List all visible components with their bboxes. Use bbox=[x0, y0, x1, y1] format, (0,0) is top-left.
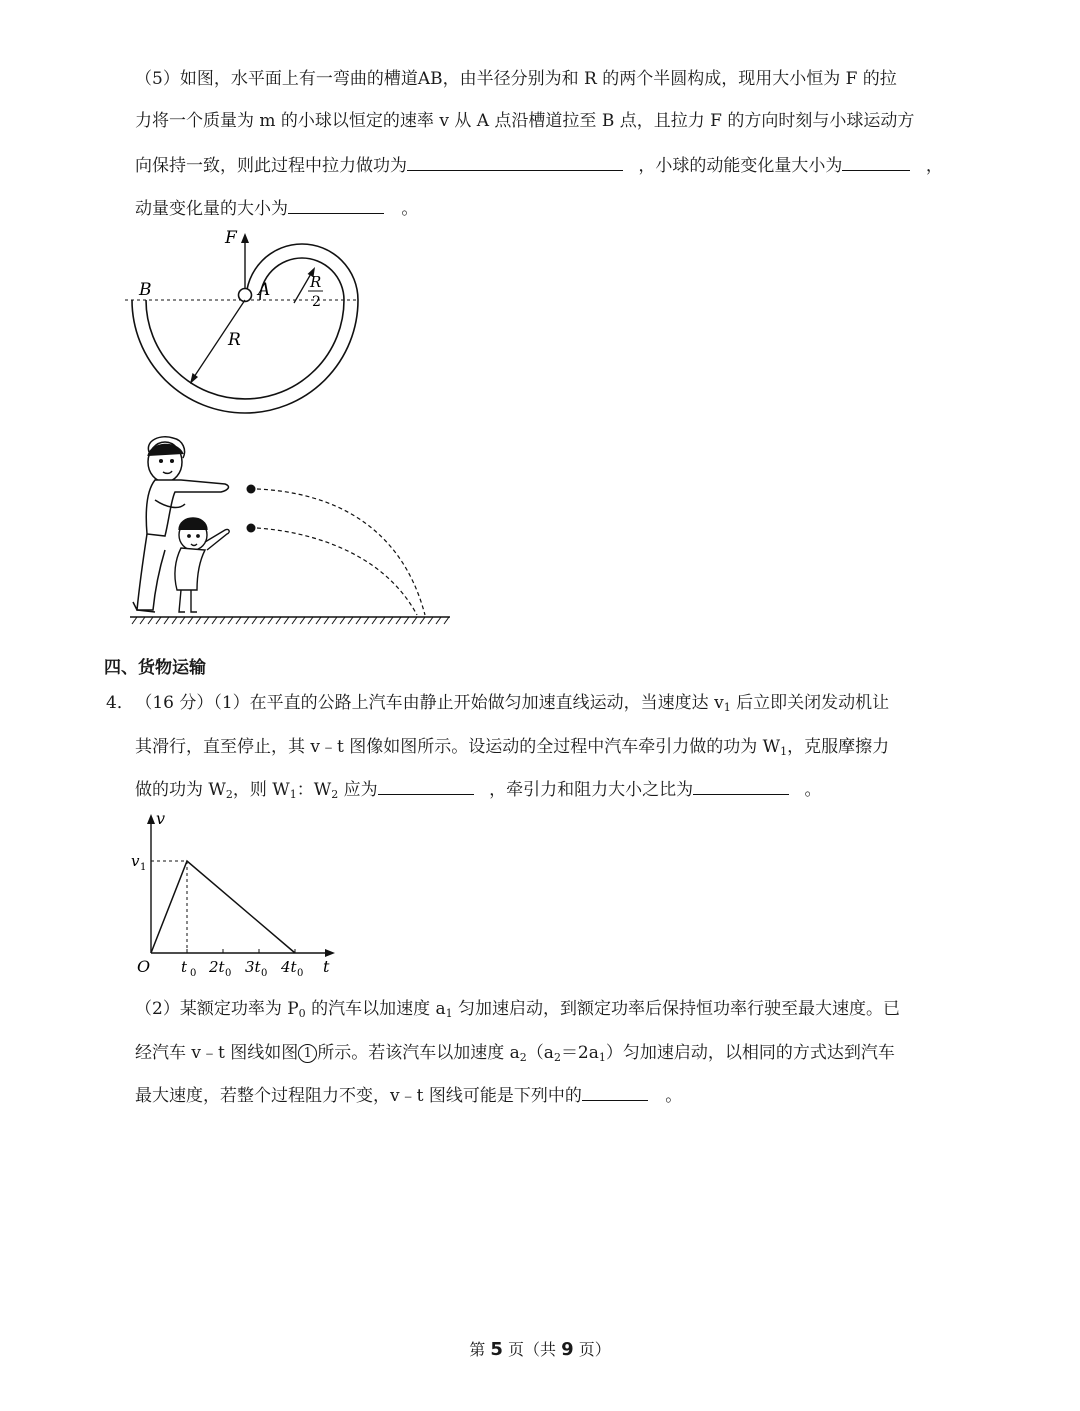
v1-tick-label: v bbox=[131, 852, 140, 870]
tick-subscript-2: 0 bbox=[225, 968, 232, 979]
upper-ball bbox=[247, 485, 256, 494]
tick-subscript-3: 0 bbox=[261, 968, 268, 979]
lower-ball bbox=[247, 524, 256, 533]
upper-trajectory bbox=[257, 489, 425, 615]
tick-label-1: t bbox=[181, 958, 188, 976]
vt-series-line bbox=[151, 861, 295, 953]
label-half-R-num: R bbox=[310, 273, 322, 291]
label-R: R bbox=[228, 330, 241, 350]
section-heading: 四、货物运输 bbox=[104, 658, 206, 678]
tick-subscript-1: 0 bbox=[190, 968, 197, 979]
q5-line-2: 力将一个质量为 m 的小球以恒定的速率 v 从 A 点沿槽道拉至 B 点，且拉力 F 的方向时刻与小球运动方 bbox=[135, 111, 915, 131]
origin-label: O bbox=[137, 957, 151, 976]
q5-line-4: 动量变化量的大小为 。 bbox=[135, 199, 419, 219]
vt-graph bbox=[125, 810, 345, 982]
answer-blank-kinetic-energy[interactable] bbox=[842, 154, 910, 171]
q4-line-1: 4． （16 分）（1）在平直的公路上汽车由静止开始做匀加速直线运动，当速度达 $v_1$ 后立即关闭发动机让 bbox=[106, 693, 890, 714]
answer-blank-work[interactable] bbox=[407, 154, 623, 171]
label-A: A bbox=[258, 280, 271, 300]
track-diagram bbox=[120, 225, 380, 420]
q5-line-1: （5）如图，水平面上有一弯曲的槽道AB，由半径分别为和 R 的两个半圆构成，现用大小恒为 F 的拉 bbox=[135, 69, 897, 89]
q4-line-3: 做的功为 $W_2$，则 $W_1$：$W_2$ 应为 ，牵引力和阻力大小之比为 。 bbox=[135, 780, 822, 801]
lower-trajectory bbox=[257, 528, 417, 615]
t-axis-label: t bbox=[323, 957, 330, 976]
v1-tick-subscript: 1 bbox=[140, 862, 147, 873]
label-F: F bbox=[225, 228, 237, 248]
q4-2-line-3: 最大速度，若整个过程阻力不变，v﹣t 图线可能是下列中的 。 bbox=[135, 1086, 683, 1106]
tick-label-4: 4t bbox=[281, 958, 297, 976]
q4-2-line-2: 经汽车 v﹣t 图线如图 1 所示。若该汽车以加速度 $a_2(a_2=2a_1)$匀加速启动，以相同的方式达到汽车 bbox=[135, 1043, 895, 1064]
answer-blank-force-ratio[interactable] bbox=[693, 778, 789, 795]
tick-label-3: 3t bbox=[245, 958, 261, 976]
q4-line-2: 其滑行，直至停止，其 v﹣t 图像如图所示。设运动的全过程中汽车牵引力做的功为 $W_1$，克服摩擦力 bbox=[135, 737, 890, 758]
page-footer: 第 5 页（共 9 页） bbox=[469, 1339, 611, 1360]
answer-blank-work-ratio[interactable] bbox=[378, 778, 474, 795]
q5-line-3: 向保持一致，则此过程中拉力做功为 ，小球的动能变化量大小为 ， bbox=[135, 156, 943, 176]
tick-subscript-4: 0 bbox=[297, 968, 304, 979]
girl-figure bbox=[175, 518, 229, 612]
tick-label-2: 2t bbox=[209, 958, 225, 976]
projectile-illustration bbox=[125, 430, 455, 626]
answer-blank-momentum[interactable] bbox=[288, 197, 384, 214]
label-B: B bbox=[139, 280, 152, 300]
answer-blank-vt-choice[interactable] bbox=[582, 1084, 648, 1101]
circled-number: 1 bbox=[298, 1044, 317, 1063]
label-half-R-den: 2 bbox=[312, 294, 321, 310]
q4-2-line-1: （2）某额定功率为 $P_0$ 的汽车以加速度 $a_1$ 匀加速启动，到额定功率后保持恒功率行驶至最大速度。已 bbox=[135, 999, 901, 1020]
v-axis-label: v bbox=[156, 810, 166, 828]
